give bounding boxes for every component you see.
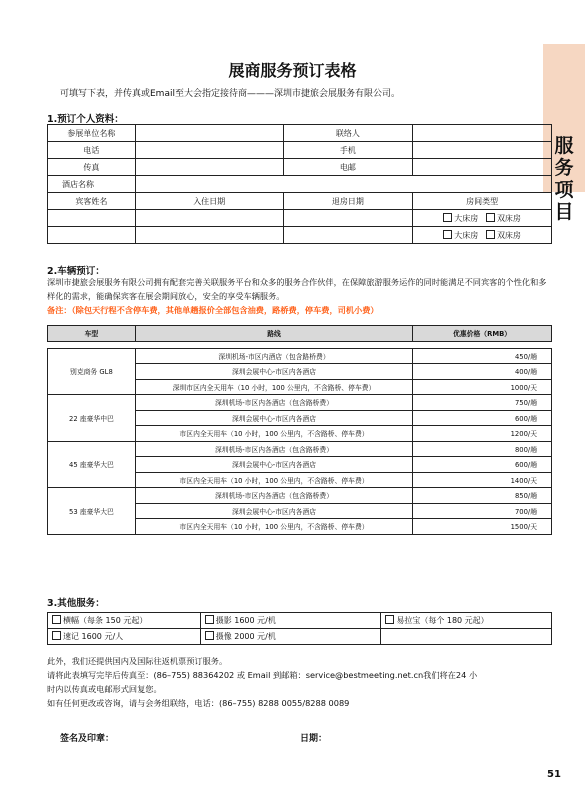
personal-info-table xyxy=(47,124,552,244)
table-row xyxy=(48,176,552,193)
service-video[interactable] xyxy=(200,629,381,645)
checkin-field[interactable] xyxy=(135,227,283,244)
vehicle-name: 53 座豪华大巴 xyxy=(48,488,136,535)
header-guest: 宾客姓名 xyxy=(48,193,136,210)
option-label: 双床房 xyxy=(496,230,521,240)
checkbox-icon xyxy=(443,213,452,222)
guest-field[interactable] xyxy=(48,210,136,227)
checkbox-icon xyxy=(486,230,495,239)
checkbox-icon xyxy=(443,230,452,239)
label-fax: 传真 xyxy=(48,159,136,176)
service-rollup[interactable] xyxy=(381,613,552,629)
table-header-row xyxy=(48,326,552,342)
route-cell: 深圳机场-市区内各酒店（包含路桥费） xyxy=(135,441,412,457)
label-company: 参展单位名称 xyxy=(48,125,136,142)
route-cell: 市区内全天用车（10 小时，100 公里内，不含路桥、停车费） xyxy=(135,472,412,488)
route-cell: 深圳机场-市区内各酒店（包含路桥费） xyxy=(135,488,412,504)
header-route: 路线 xyxy=(135,326,412,342)
header-checkin: 入住日期 xyxy=(135,193,283,210)
price-cell: 700/趟 xyxy=(413,503,552,519)
table-row xyxy=(48,159,552,176)
price-cell: 1200/天 xyxy=(413,426,552,442)
tab-char: 务 xyxy=(554,157,574,179)
bottom-line-1: 此外，我们还提供国内及国际往返机票预订服务。 xyxy=(47,656,228,666)
price-cell: 450/趟 xyxy=(413,348,552,364)
checkbox-icon xyxy=(52,631,61,640)
header-price: 优惠价格（RMB） xyxy=(413,326,552,342)
table-row xyxy=(48,488,552,504)
table-row xyxy=(48,125,552,142)
price-cell: 600/趟 xyxy=(413,457,552,473)
page-title: 展商服务预订表格 xyxy=(228,61,357,80)
room-type-options xyxy=(413,210,552,227)
checkin-field[interactable] xyxy=(135,210,283,227)
tab-char: 目 xyxy=(554,201,574,223)
checkout-field[interactable] xyxy=(283,210,413,227)
service-banner[interactable] xyxy=(48,613,201,629)
bottom-line-3: 时内以传真或电邮形式回复您。 xyxy=(47,684,162,694)
date-field[interactable] xyxy=(330,728,480,742)
route-cell: 深圳会展中心-市区内各酒店 xyxy=(135,410,412,426)
route-cell: 深圳会展中心-市区内各酒店 xyxy=(135,457,412,473)
service-label: 摄像 2000 元/机 xyxy=(215,632,276,641)
vehicle-name: 22 座豪华中巴 xyxy=(48,395,136,442)
price-cell: 600/趟 xyxy=(413,410,552,426)
checkbox-twin[interactable] xyxy=(486,214,521,223)
table-row xyxy=(48,441,552,457)
price-cell: 1500/天 xyxy=(413,519,552,535)
price-cell: 750/趟 xyxy=(413,395,552,411)
header-room-type: 房间类型 xyxy=(413,193,552,210)
checkbox-icon xyxy=(205,615,214,624)
table-row xyxy=(48,395,552,411)
route-cell: 深圳市区内全天用车（10 小时，100 公里内，不含路桥、停车费） xyxy=(135,379,412,395)
table-row xyxy=(48,210,552,227)
contact-field[interactable] xyxy=(413,125,552,142)
route-cell: 市区内全天用车（10 小时，100 公里内，不含路桥、停车费） xyxy=(135,426,412,442)
table-row xyxy=(48,227,552,244)
service-label: 易拉宝（每个 180 元起） xyxy=(396,616,489,625)
label-hotel: 酒店名称 xyxy=(48,176,136,193)
spacer-cell xyxy=(48,341,552,348)
price-cell: 800/趟 xyxy=(413,441,552,457)
guest-field[interactable] xyxy=(48,227,136,244)
tab-char: 项 xyxy=(554,179,574,201)
vehicle-remark: 备注：（除包天行程不含停车费，其他单趟报价全部包含油费，路桥费，停车费，司机小费） xyxy=(47,305,379,315)
service-label: 摄影 1600 元/机 xyxy=(215,616,276,625)
label-email: 电邮 xyxy=(283,159,413,176)
service-photo[interactable] xyxy=(200,613,381,629)
bottom-line-4: 如有任何更改或咨询，请与会务组联络，电话：(86–755) 8288 0055/8288 0089 xyxy=(47,698,350,708)
table-row xyxy=(48,193,552,210)
price-cell: 1000/天 xyxy=(413,379,552,395)
vehicle-price-table xyxy=(47,325,552,535)
vehicle-paragraph: 深圳市捷旅会展服务有限公司拥有配套完善关联服务平台和众多的服务合作伙伴，在保障旅游服务运作的同时能满足不同宾客的个性化和多样化的需求，能确保宾客在展会期间放心，安全的享受车辆服务。 xyxy=(47,277,547,301)
email-field[interactable] xyxy=(413,159,552,176)
route-cell: 市区内全天用车（10 小时，100 公里内，不含路桥、停车费） xyxy=(135,519,412,535)
option-label: 双床房 xyxy=(496,213,521,223)
section3-heading: 3.其他服务： xyxy=(47,598,105,609)
header-checkout: 退房日期 xyxy=(283,193,413,210)
label-mobile: 手机 xyxy=(283,142,413,159)
service-stenography[interactable] xyxy=(48,629,201,645)
date-label: 日期： xyxy=(300,734,328,744)
room-type-options xyxy=(413,227,552,244)
label-phone: 电话 xyxy=(48,142,136,159)
signature-label: 签名及印章： xyxy=(60,734,115,744)
label-contact: 联络人 xyxy=(283,125,413,142)
checkbox-icon xyxy=(486,213,495,222)
checkout-field[interactable] xyxy=(283,227,413,244)
service-label: 横幅（每条 150 元起） xyxy=(63,616,148,625)
checkbox-twin[interactable] xyxy=(486,231,521,240)
checkbox-icon xyxy=(205,631,214,640)
option-label: 大床房 xyxy=(454,213,479,223)
route-cell: 深圳机场-市区内酒店（包含路桥费） xyxy=(135,348,412,364)
checkbox-icon xyxy=(385,615,394,624)
section1-heading: 1.预订个人资料： xyxy=(47,114,124,125)
tab-char: 服 xyxy=(554,135,574,157)
service-empty xyxy=(381,629,552,645)
checkbox-icon xyxy=(52,615,61,624)
route-cell: 深圳会展中心-市区内各酒店 xyxy=(135,364,412,380)
table-row xyxy=(48,613,552,629)
table-row xyxy=(48,142,552,159)
price-cell: 1400/天 xyxy=(413,472,552,488)
vehicle-name: 45 座豪华大巴 xyxy=(48,441,136,488)
other-services-table xyxy=(47,612,552,645)
phone-field[interactable] xyxy=(135,142,283,159)
route-cell: 深圳机场-市区内各酒店（包含路桥费） xyxy=(135,395,412,411)
fax-field[interactable] xyxy=(135,159,283,176)
company-field[interactable] xyxy=(135,125,283,142)
section2-heading: 2.车辆预订： xyxy=(47,266,105,277)
price-cell: 850/趟 xyxy=(413,488,552,504)
header-vehicle: 车型 xyxy=(48,326,136,342)
price-cell: 400/趟 xyxy=(413,364,552,380)
page-subtitle: 可填写下表，并传真或Email至大会指定接待商———深圳市捷旅会展服务有限公司。 xyxy=(60,89,400,99)
checkbox-king[interactable] xyxy=(443,214,478,223)
signature-field[interactable] xyxy=(118,728,268,742)
hotel-field[interactable] xyxy=(135,176,551,193)
checkbox-king[interactable] xyxy=(443,231,478,240)
page-number: 51 xyxy=(547,769,561,780)
option-label: 大床房 xyxy=(454,230,479,240)
vehicle-name: 别克商务 GL8 xyxy=(48,348,136,395)
mobile-field[interactable] xyxy=(413,142,552,159)
table-row xyxy=(48,348,552,364)
bottom-line-2: 请将此表填写完毕后传真至：(86–755) 88364202 或 Email 到邮箱：service@bestmeeting.net.cn我们将在24 小 xyxy=(47,670,478,680)
service-label: 速记 1600 元/人 xyxy=(63,632,124,641)
table-row xyxy=(48,629,552,645)
route-cell: 深圳会展中心-市区内各酒店 xyxy=(135,503,412,519)
spacer-row xyxy=(48,341,552,348)
